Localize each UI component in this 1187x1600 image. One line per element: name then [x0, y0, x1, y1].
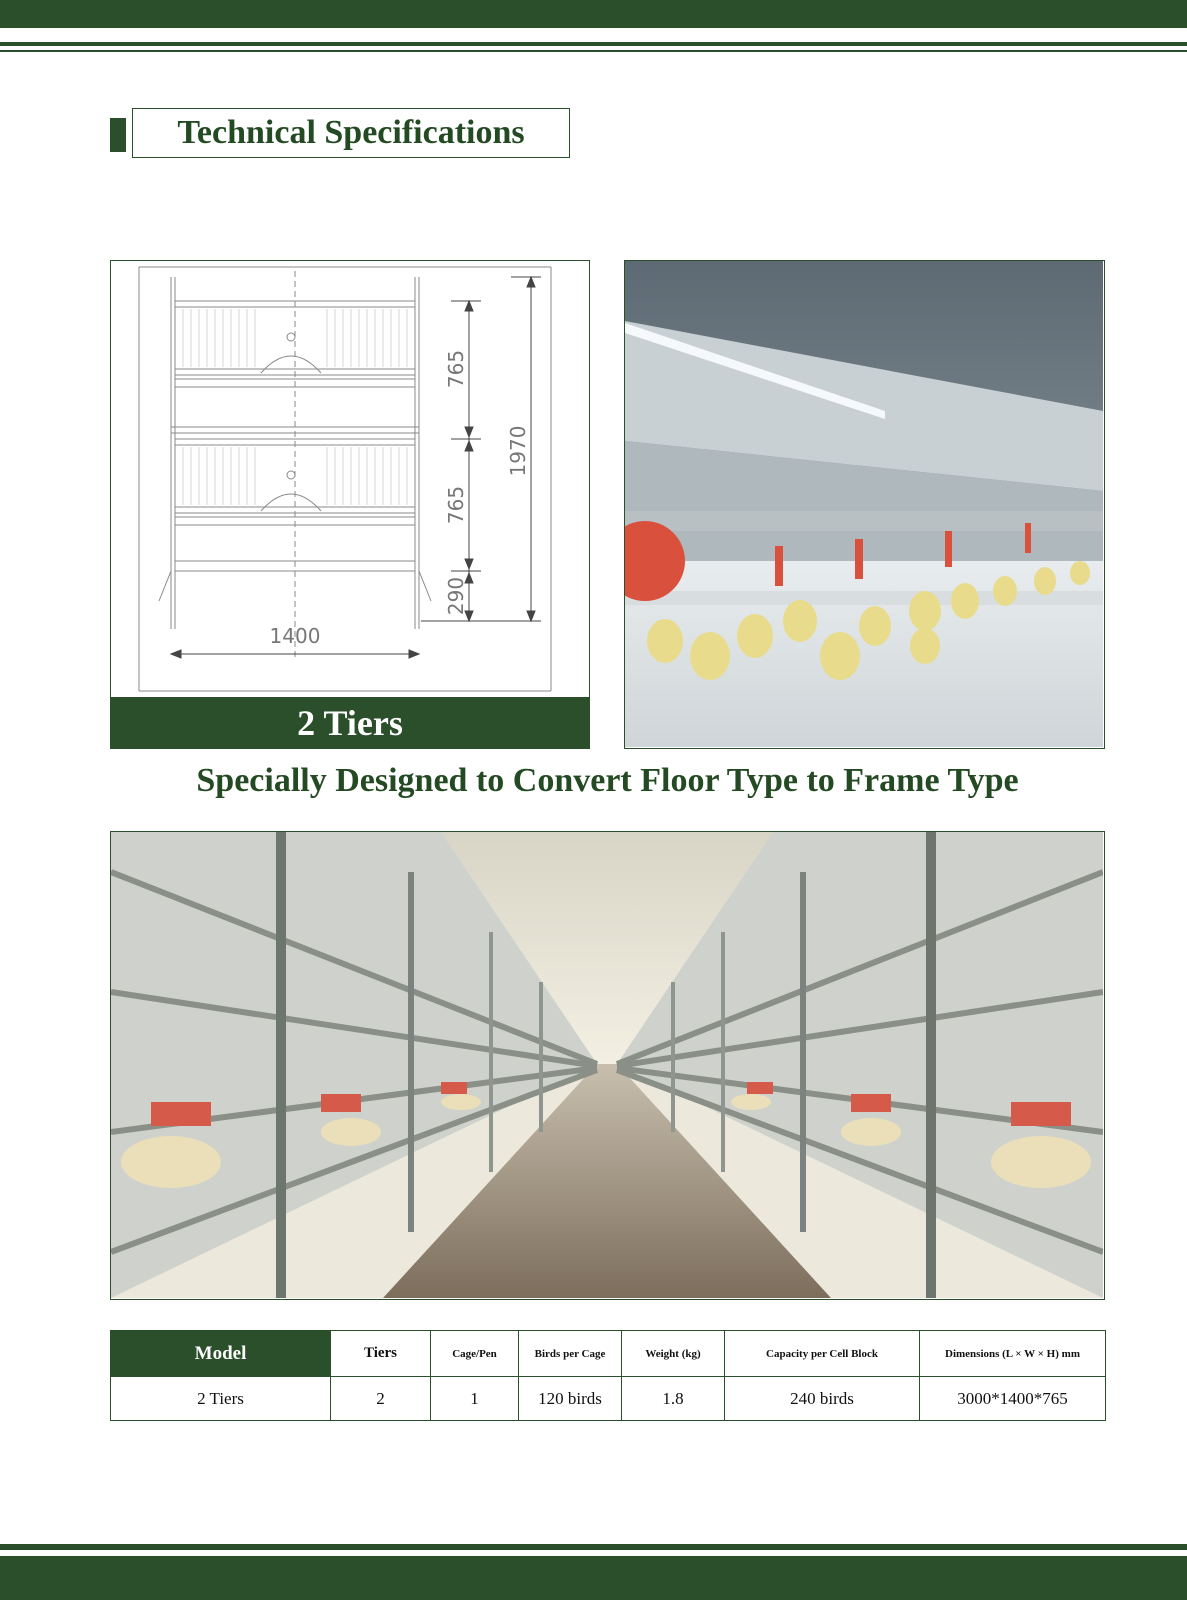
cell-dimensions: 3000*1400*765 [920, 1377, 1106, 1421]
dim-tier-lower: 765 [444, 485, 468, 525]
chick-cage-photo [624, 260, 1105, 749]
cell-weight: 1.8 [622, 1377, 725, 1421]
cell-cage-pen: 1 [431, 1377, 519, 1421]
top-band [0, 0, 1187, 28]
header-cage-pen: Cage/Pen [431, 1331, 519, 1377]
technical-drawing [110, 260, 590, 749]
spec-table [110, 1330, 1106, 1421]
header-model: Model [111, 1331, 331, 1377]
cage-aisle-photo [110, 831, 1105, 1300]
header-birds-per-cage: Birds per Cage [519, 1331, 622, 1377]
header-capacity: Capacity per Cell Block [725, 1331, 920, 1377]
header-dimensions: Dimensions (L × W × H) mm [920, 1331, 1106, 1377]
dim-total-height: 1970 [506, 425, 530, 477]
dim-tier-upper: 765 [444, 349, 468, 389]
cell-capacity: 240 birds [725, 1377, 920, 1421]
table-header-row [111, 1331, 1106, 1377]
section-title: Technical Specifications [177, 114, 525, 151]
header-tiers: Tiers [331, 1331, 431, 1377]
title-marker [110, 118, 126, 152]
cage-aisle-image [111, 832, 1103, 1298]
header-weight: Weight (kg) [622, 1331, 725, 1377]
dim-width: 1400 [269, 624, 321, 648]
chick-cage-image [625, 261, 1103, 747]
cell-birds-per-cage: 120 birds [519, 1377, 622, 1421]
top-rule [0, 42, 1187, 46]
subheading: Specially Designed to Convert Floor Type to Frame Type [196, 762, 1019, 799]
dim-base: 290 [444, 576, 468, 616]
bottom-rule [0, 1544, 1187, 1550]
bottom-band [0, 1556, 1187, 1600]
drawing-caption: 2 Tiers [111, 697, 589, 748]
section-title-box [132, 108, 570, 158]
cage-drawing [111, 261, 589, 697]
table-row [111, 1377, 1106, 1421]
cell-model: 2 Tiers [111, 1377, 331, 1421]
top-rule-thin [0, 50, 1187, 52]
cell-tiers: 2 [331, 1377, 431, 1421]
